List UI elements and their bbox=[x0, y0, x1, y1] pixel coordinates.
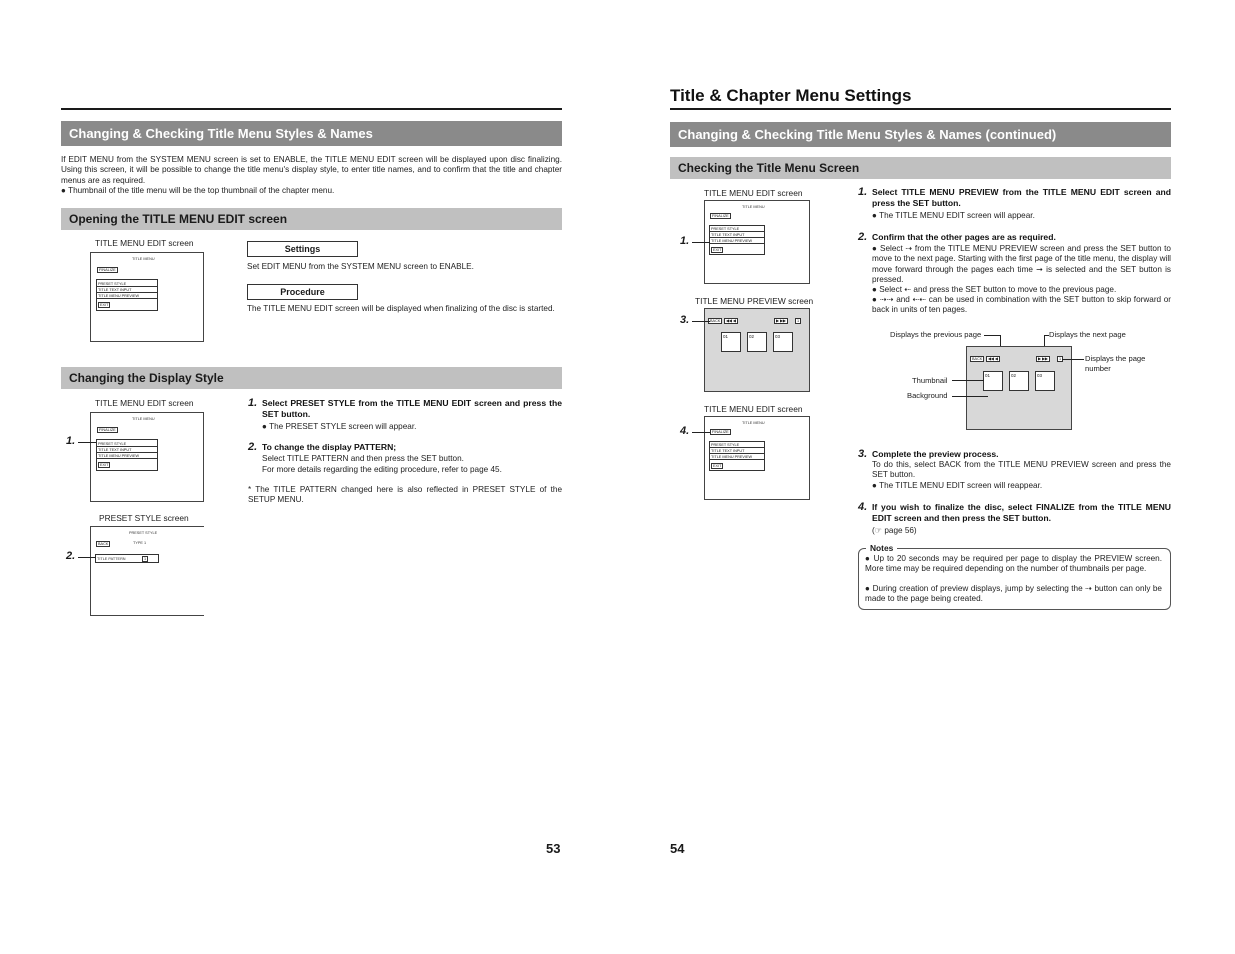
page-number-left: 53 bbox=[546, 841, 561, 856]
mini-item: TITLE MENU PREVIEW bbox=[97, 294, 157, 299]
right-cap-edit2: TITLE MENU EDIT screen bbox=[704, 404, 803, 414]
mini-next: ▶ ▶▶ bbox=[776, 319, 786, 323]
mini-pattern-val: 1 bbox=[144, 557, 147, 561]
diag-thumb-label: Thumbnail bbox=[912, 376, 948, 385]
left-step1-bullet: ● The PRESET STYLE screen will appear. bbox=[262, 422, 417, 431]
left-section-bar: Changing & Checking Title Menu Styles & Names bbox=[61, 121, 562, 146]
right-step1-num: 1. bbox=[858, 186, 868, 198]
mini-item: TITLE MENU PREVIEW bbox=[710, 239, 764, 244]
mini-item: PRESET STYLE bbox=[97, 282, 157, 287]
diag-bg-label: Background bbox=[907, 391, 948, 400]
mini-preset-title: PRESET STYLE bbox=[129, 531, 158, 535]
diag-thumb: 02 bbox=[1009, 371, 1029, 391]
mini-exit: EXIT bbox=[100, 463, 109, 467]
right-step2-title: Confirm that the other pages are as required. bbox=[872, 232, 1056, 242]
diag-next: ▶ ▶▶ bbox=[1038, 357, 1048, 361]
callout-1-right: 1. bbox=[680, 235, 690, 247]
settings-label: Settings bbox=[247, 241, 358, 257]
right-step4-num: 4. bbox=[858, 501, 868, 513]
mini-menu-box bbox=[709, 225, 765, 255]
title-menu-edit-screen-b bbox=[90, 412, 204, 502]
diag-prev-label: Displays the previous page bbox=[890, 330, 982, 339]
callout-line bbox=[692, 321, 710, 322]
callout-4-right: 4. bbox=[680, 425, 690, 437]
mini-item: TITLE TEXT INPUT bbox=[97, 448, 157, 453]
diag-preview-screen bbox=[966, 346, 1072, 430]
mini-pattern-label: TITLE PATTERN bbox=[97, 557, 126, 561]
title-menu-edit-screen-a bbox=[90, 252, 204, 342]
mini-finalize: FINALIZE bbox=[99, 428, 116, 432]
notes-title: Notes bbox=[866, 543, 897, 553]
callout-1-left: 1. bbox=[66, 435, 76, 447]
left-top-rule bbox=[61, 108, 562, 110]
mini-menu-box bbox=[96, 439, 158, 471]
right-step2-b2: ● Select ⇠ and press the SET button to move to the previous page. bbox=[872, 285, 1117, 294]
settings-text: Set EDIT MENU from the SYSTEM MENU screen to ENABLE. bbox=[247, 262, 474, 271]
mini-item: PRESET STYLE bbox=[710, 443, 764, 448]
right-step2-num: 2. bbox=[858, 231, 868, 243]
mini-exit: EXIT bbox=[713, 248, 722, 252]
mini-item: TITLE MENU PREVIEW bbox=[97, 454, 157, 459]
left-intro: If EDIT MENU from the SYSTEM MENU screen is set to ENABLE, the TITLE MENU EDIT screen will be displayed upon disc finalizing. Using this screen, it will be possible to change the title menu's display style, to enter title names, and to confirm that the title and chapter menus are as required. bbox=[61, 155, 562, 185]
sub1-bar: Opening the TITLE MENU EDIT screen bbox=[61, 208, 562, 230]
callout-line bbox=[692, 432, 710, 433]
diag-thumb: 03 bbox=[1035, 371, 1055, 391]
diag-pagenum-label: Displays the page number bbox=[1085, 354, 1146, 373]
right-step3-text: To do this, select BACK from the TITLE MENU PREVIEW screen and press the SET button. bbox=[872, 460, 1171, 480]
right-step4-ref: (☞ page 56) bbox=[872, 526, 917, 535]
diag-back: BACK bbox=[972, 357, 983, 361]
left-step2-num: 2. bbox=[248, 441, 258, 453]
left-footnote: * The TITLE PATTERN changed here is also reflected in PRESET STYLE of the SETUP MENU. bbox=[248, 485, 562, 505]
left-step1-num: 1. bbox=[248, 397, 258, 409]
right-step2-b1: ● Select ⇢ from the TITLE MENU PREVIEW screen and press the SET button to move to the next page. Starting with the first page of the title menu, the display will move forward through the pages each time ➞ is selected and the SET button is pressed. bbox=[872, 244, 1171, 285]
sub2-bar: Changing the Display Style bbox=[61, 367, 562, 389]
mini-title: TITLE MENU bbox=[132, 257, 155, 261]
right-section-bar: Changing & Checking Title Menu Styles & Names (continued) bbox=[670, 122, 1171, 147]
mini-menu-box bbox=[96, 279, 158, 311]
callout-2-left: 2. bbox=[66, 550, 76, 562]
mini-finalize: FINALIZE bbox=[712, 430, 729, 434]
right-step3-title: Complete the preview process. bbox=[872, 449, 999, 459]
diag-line-bg bbox=[952, 396, 988, 397]
left-step2-text2: For more details regarding the editing procedure, refer to page 45. bbox=[262, 465, 502, 474]
preset-caption: PRESET STYLE screen bbox=[99, 513, 189, 523]
diag-thumb: 01 bbox=[983, 371, 1003, 391]
right-cap-edit: TITLE MENU EDIT screen bbox=[704, 188, 803, 198]
mini-back: BACK bbox=[98, 542, 109, 546]
left-step2-title: To change the display PATTERN; bbox=[262, 442, 397, 452]
left-step2-text1: Select TITLE PATTERN and then press the SET button. bbox=[262, 454, 464, 463]
mini-title: TITLE MENU bbox=[132, 417, 155, 421]
mini-prev: ◀◀ ◀ bbox=[726, 319, 736, 323]
right-step2-b3: ● ⇢⇢ and ⇠⇠ can be used in combination with the SET button to skip forward or back in units of ten pages. bbox=[872, 295, 1171, 315]
mini-exit: EXIT bbox=[100, 303, 109, 307]
mini-finalize: FINALIZE bbox=[99, 268, 116, 272]
right-step3-num: 3. bbox=[858, 448, 868, 460]
right-edit-screen-2 bbox=[704, 416, 810, 500]
right-top-rule bbox=[670, 108, 1171, 110]
left-intro-bullet: ● Thumbnail of the title menu will be the top thumbnail of the chapter menu. bbox=[61, 186, 335, 195]
procedure-text: The TITLE MENU EDIT screen will be displayed when finalizing of the disc is started. bbox=[247, 304, 555, 313]
diag-prev: ◀◀ ◀ bbox=[988, 357, 998, 361]
mini-finalize: FINALIZE bbox=[712, 214, 729, 218]
mini-title: TITLE MENU bbox=[742, 421, 765, 425]
mini-item: TITLE TEXT INPUT bbox=[97, 288, 157, 293]
mini-type: TYPE 1 bbox=[133, 541, 147, 545]
right-step1-bullet: ● The TITLE MENU EDIT screen will appear. bbox=[872, 211, 1035, 220]
right-cap-preview: TITLE MENU PREVIEW screen bbox=[695, 296, 814, 306]
mini-thumb: 01 bbox=[721, 332, 741, 352]
callout-3-right: 3. bbox=[680, 314, 690, 326]
right-step4-title: If you wish to finalize the disc, select FINALIZE from the TITLE MENU EDIT screen and then press the SET button. bbox=[872, 502, 1171, 523]
right-sub-bar: Checking the Title Menu Screen bbox=[670, 157, 1171, 179]
mini-thumb: 02 bbox=[747, 332, 767, 352]
right-step1-title: Select TITLE MENU PREVIEW from the TITLE MENU EDIT screen and press the SET button. bbox=[872, 187, 1171, 208]
mini-title: TITLE MENU bbox=[742, 205, 765, 209]
mini-thumb: 03 bbox=[773, 332, 793, 352]
mini-exit: EXIT bbox=[713, 464, 722, 468]
note-2: ● During creation of preview displays, jump by selecting the ⇢ button can only be made to the page being created. bbox=[865, 584, 1162, 604]
right-step3-bullet: ● The TITLE MENU EDIT screen will reappear. bbox=[872, 481, 1043, 490]
mini-back: BACK bbox=[710, 319, 721, 323]
right-main-title: Title & Chapter Menu Settings bbox=[670, 86, 912, 105]
preset-style-screen bbox=[90, 526, 204, 616]
callout-line bbox=[78, 442, 96, 443]
diag-page: 1 bbox=[1059, 357, 1062, 361]
right-preview-screen bbox=[704, 308, 810, 392]
mini-menu-box bbox=[709, 441, 765, 471]
diag-line-thumb bbox=[952, 380, 984, 381]
left-step1-title: Select PRESET STYLE from the TITLE MENU EDIT screen and press the SET button. bbox=[262, 398, 562, 419]
diag-next-label: Displays the next page bbox=[1049, 330, 1126, 339]
callout-line bbox=[78, 557, 96, 558]
page-number-right: 54 bbox=[670, 841, 685, 856]
diag-line-pagenum bbox=[1062, 359, 1084, 360]
procedure-label: Procedure bbox=[247, 284, 358, 300]
sub1-caption: TITLE MENU EDIT screen bbox=[95, 238, 194, 248]
mini-page: 1 bbox=[797, 319, 800, 323]
note-1: ● Up to 20 seconds may be required per page to display the PREVIEW screen. More time may be required depending on the number of thumbnails per page. bbox=[865, 554, 1162, 574]
mini-item: TITLE TEXT INPUT bbox=[710, 449, 764, 454]
mini-item: TITLE MENU PREVIEW bbox=[710, 455, 764, 460]
sub2-caption: TITLE MENU EDIT screen bbox=[95, 398, 194, 408]
mini-pattern-row bbox=[95, 554, 159, 563]
mini-item: PRESET STYLE bbox=[97, 442, 157, 447]
mini-item: TITLE TEXT INPUT bbox=[710, 233, 764, 238]
right-edit-screen-1 bbox=[704, 200, 810, 284]
callout-line bbox=[692, 242, 710, 243]
mini-item: PRESET STYLE bbox=[710, 227, 764, 232]
